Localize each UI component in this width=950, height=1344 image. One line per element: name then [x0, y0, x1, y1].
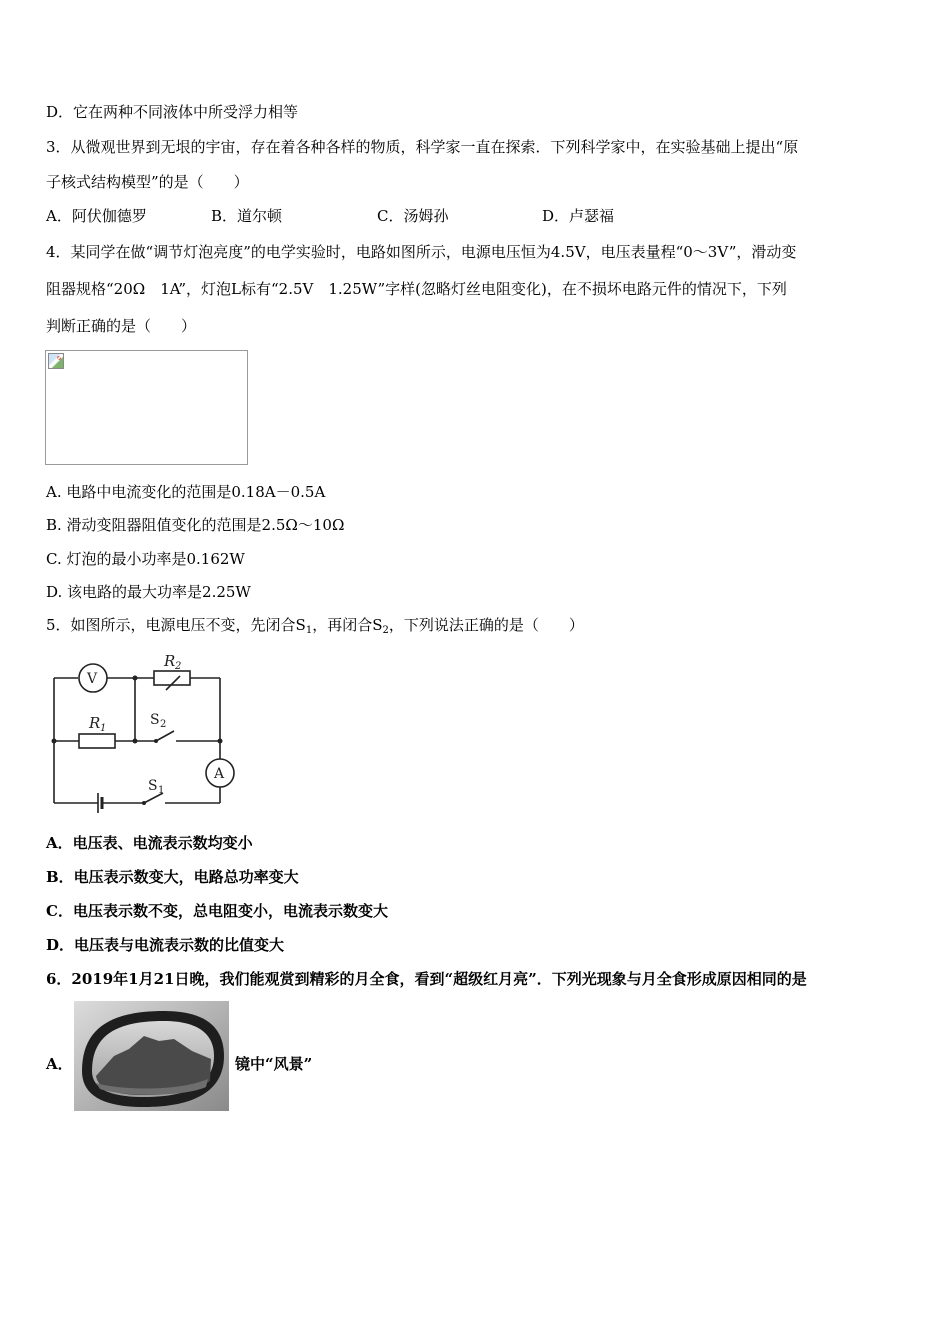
q4-circuit-image-placeholder — [45, 350, 248, 465]
r1-label: R — [89, 714, 101, 732]
q6-stem: 6．2019年1月21日晚，我们能观赏到精彩的月全食，看到“超级红月亮”．下列光现象与月全食形成原因相同的是 — [46, 970, 807, 988]
car-mirror-photo — [74, 1001, 229, 1111]
q5-stem-part-b: ，再闭合S — [312, 616, 383, 634]
q4-option-a: A. 电路中电流变化的范围是0.18A－0.5A — [46, 483, 326, 501]
q5-option-a: A．电压表、电流表示数均变小 — [46, 834, 253, 852]
s2-switch — [156, 731, 174, 741]
q3-option-d: D．卢瑟福 — [542, 207, 615, 225]
s1-label-sub: 1 — [158, 785, 165, 796]
q4-option-b: B. 滑动变阻器阻值变化的范围是2.5Ω～10Ω — [46, 516, 345, 534]
q6-option-a-label: A． — [46, 1055, 73, 1073]
q5-stem-sub2: 2 — [382, 625, 389, 636]
ammeter-label: A — [214, 766, 225, 782]
q4-option-c: C. 灯泡的最小功率是0.162W — [46, 550, 245, 568]
q3-stem-line2: 子核式结构模型”的是（ ） — [46, 173, 249, 191]
s2-label: S — [150, 712, 160, 728]
q4-option-d: D. 该电路的最大功率是2.25W — [46, 583, 251, 601]
q4-stem-line3: 判断正确的是（ ） — [46, 317, 197, 335]
q5-stem-part-c: ，下列说法正确的是（ ） — [388, 616, 584, 634]
q4-stem-line2: 阻器规格“20Ω 1A”，灯泡L标有“2.5V 1.25W”字样(忽略灯丝电阻变化)，在不损坏电路元件的情况下，下列 — [46, 280, 787, 298]
q5-option-b: B．电压表示数变大，电路总功率变大 — [46, 868, 299, 886]
r1-resistor — [79, 734, 115, 748]
voltmeter-label: V — [87, 671, 98, 687]
q4-stem-line1: 4．某同学在做“调节灯泡亮度”的电学实验时，电路如图所示，电源电压恒为4.5V，电压表量程“0～3V”，滑动变 — [46, 243, 797, 261]
q6-option-a-text: 镜中“风景” — [235, 1055, 313, 1073]
q5-stem-sub1: 1 — [305, 625, 313, 636]
q3-option-a: A．阿伏伽德罗 — [46, 207, 147, 225]
q2-option-d: D．它在两种不同液体中所受浮力相等 — [46, 103, 299, 121]
r2-label-sub: 2 — [175, 661, 182, 672]
q3-stem-line1: 3．从微观世界到无垠的宇宙，存在着各种各样的物质，科学家一直在探索．下列科学家中，在实验基础上提出“原 — [46, 138, 799, 156]
q3-option-c: C．汤姆孙 — [377, 207, 449, 225]
q3-options — [46, 206, 906, 226]
q5-option-c: C．电压表示数不变，总电阻变小，电流表示数变大 — [46, 902, 388, 920]
q5-stem — [46, 615, 584, 641]
q5-stem-part-a: 5．如图所示，电源电压不变，先闭合S — [46, 616, 306, 634]
r2-label: R — [164, 652, 176, 670]
q5-circuit-diagram — [44, 648, 244, 813]
broken-image-icon — [48, 353, 64, 369]
s2-label-sub: 2 — [160, 719, 167, 730]
q3-option-b: B．道尔顿 — [211, 207, 283, 225]
r1-label-sub: 1 — [100, 723, 107, 734]
q5-option-d: D．电压表与电流表示数的比值变大 — [46, 936, 285, 954]
s1-label: S — [148, 778, 158, 794]
